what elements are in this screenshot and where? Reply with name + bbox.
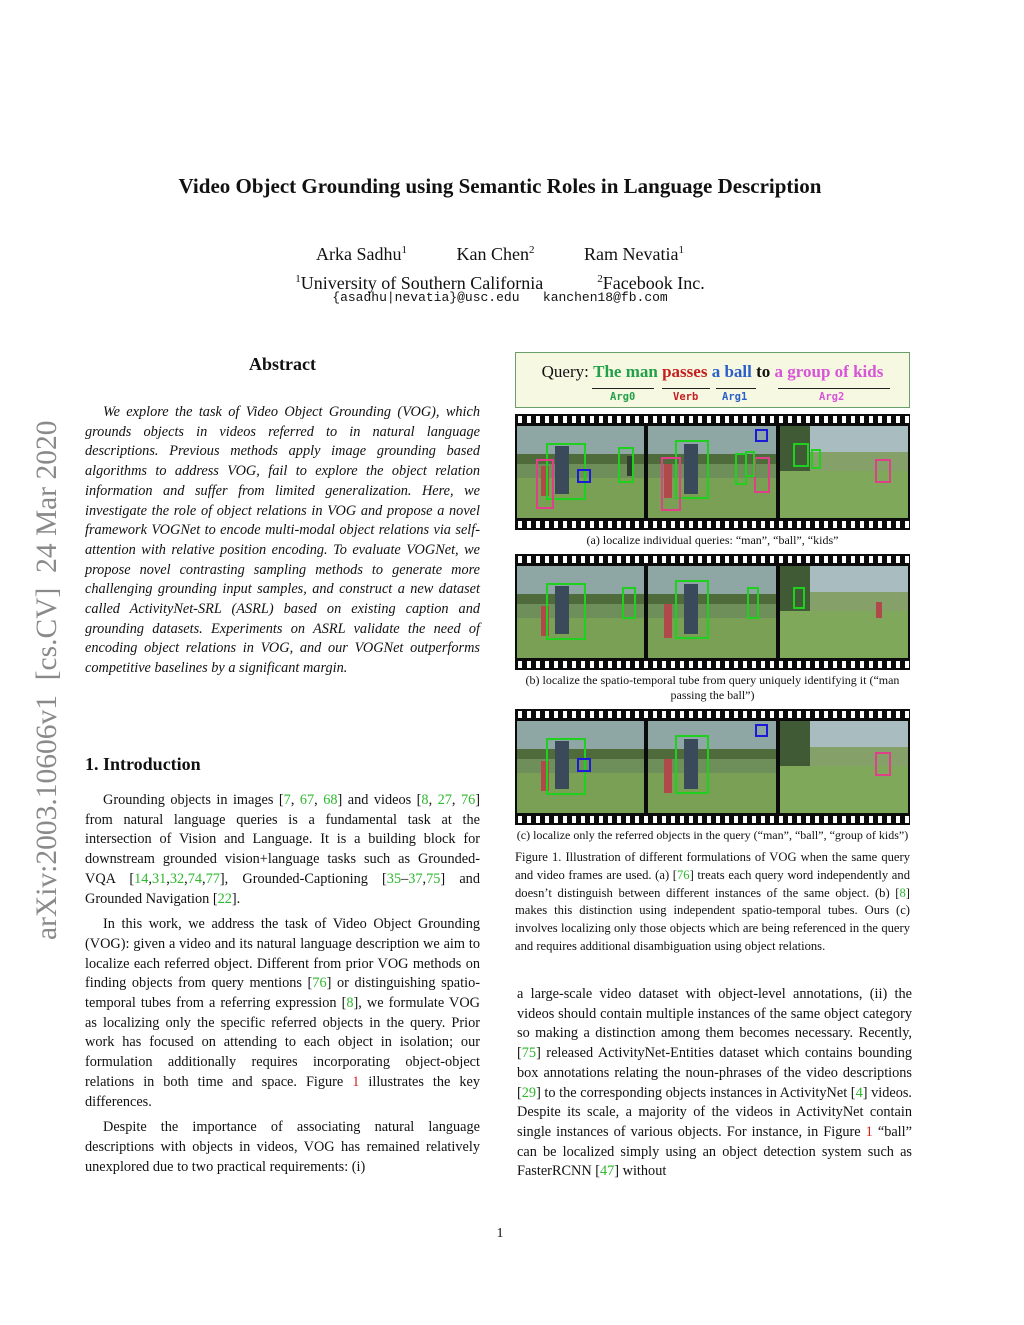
text-run: ] and Grounded Navigation [ xyxy=(85,870,480,907)
paragraph xyxy=(517,985,912,1182)
frame-image xyxy=(780,566,908,658)
arg2-label: Arg2 xyxy=(819,391,845,403)
film-perforations xyxy=(515,416,910,423)
verb-underline xyxy=(662,388,710,389)
text-run: ] from natural language queries is a fundamental task at the intersection of Vision and Language. It is a building block for downstream grounded vision+language tasks such as Grounded-VQA [ xyxy=(85,792,481,887)
author-affiliation-mark: 1 xyxy=(678,244,684,256)
citation-link[interactable]: 7 xyxy=(283,792,291,808)
video-frame xyxy=(517,566,644,658)
author-affiliation-mark: 1 xyxy=(401,244,408,256)
arg1-underline xyxy=(716,388,756,389)
frame-image xyxy=(780,721,908,813)
text-run: ] or distinguishing spatio-temporal tubes from a referring expression [ xyxy=(85,975,480,1012)
citation-link[interactable]: 35 xyxy=(386,870,402,887)
section-heading: 1. Introduction xyxy=(85,754,201,774)
frame-image xyxy=(648,566,776,658)
arg1-label: Arg1 xyxy=(722,391,748,403)
author-name: Kan Chen xyxy=(456,244,529,264)
citation-link[interactable]: 37 xyxy=(408,870,423,887)
text-run: Despite the importance of associating natural language descriptions with objects in videos, VOG has remained relatively unexplored due to two practical requirements: (i) xyxy=(85,1119,480,1175)
film-perforations xyxy=(515,521,910,528)
query-arg1: a ball xyxy=(711,362,752,381)
arg0-label: Arg0 xyxy=(610,391,636,403)
frame-image xyxy=(648,426,776,518)
video-frame xyxy=(648,721,776,813)
text-run: , xyxy=(422,870,427,887)
text-run: In this work, we address the task of Video Object Grounding (VOG): given a video and its natural language description we aim to localize each referred object. Different from prior VOG methods on finding objects from query mentions [ xyxy=(85,916,480,992)
citation-link[interactable]: 4 xyxy=(855,1084,863,1101)
film-perforations xyxy=(515,661,910,668)
text-run: , xyxy=(451,792,461,808)
text-run: ] without xyxy=(614,1163,667,1180)
text-run: , xyxy=(166,870,170,887)
abstract-text: We explore the task of Video Object Grounding (VOG), which grounds objects in videos referred to in natural language descriptions. Previous methods apply image grounding based algorithms to address VOG, fail to explore the object relation information and suffer from limited generalization. Here, we investigate the role of object relations in VOG and propose a novel framework VOGNet to encode multi-modal object relations via self-attention with relative position encoding. To evaluate VOGNet, we propose novel contrasting sampling methods to generate more challenging grounding input samples, and construct a new dataset called ActivityNet-SRL (ASRL) based on existing caption and grounding datasets. Experiments on ASRL validate the need of encoding object relations in VOG, and our VOGNet outperforms competitive baselines by a significant margin. xyxy=(85,404,480,677)
paragraph xyxy=(85,1118,480,1177)
text-run: , xyxy=(202,870,206,887)
film-strip-a xyxy=(515,414,910,530)
arg2-underline xyxy=(778,388,890,389)
text-run: , xyxy=(184,870,188,887)
frame-image xyxy=(780,426,908,518)
verb-label: Verb xyxy=(673,391,699,403)
video-frame xyxy=(517,426,644,518)
query-arg2: a group of kids xyxy=(774,362,884,381)
citation-link[interactable]: 67 xyxy=(299,792,315,808)
text-run: – xyxy=(401,870,409,887)
video-frame xyxy=(780,426,908,518)
query-box xyxy=(515,352,910,408)
text-run: Grounding objects in images [ xyxy=(103,792,284,808)
video-frame xyxy=(648,566,776,658)
text-run: , xyxy=(428,792,438,808)
author-name: Ram Nevatia xyxy=(584,244,679,264)
citation-link[interactable]: 77 xyxy=(205,870,220,887)
text-run: “ball” can be localized simply using an object detection system such as FasterRCNN [ xyxy=(517,1123,912,1180)
citation-link[interactable]: 14 xyxy=(134,870,149,887)
film-perforations xyxy=(515,556,910,563)
frame-image xyxy=(517,566,644,658)
text-run: ]. xyxy=(231,890,241,907)
paper-title: Video Object Grounding using Semantic Roles in Language Description xyxy=(178,174,822,198)
film-strip-c xyxy=(515,709,910,825)
arxiv-id: arXiv:2003.10606v1 [cs.CV] 24 Mar 2020 xyxy=(31,420,63,940)
citation-link[interactable]: 76 xyxy=(677,867,690,882)
citation-link[interactable]: 74 xyxy=(187,870,203,887)
text-run: , xyxy=(148,870,152,887)
text-run: ] released ActivityNet-Entities dataset which contains bounding box annotations relating the noun-phrases of the video descriptions [ xyxy=(517,1045,912,1101)
text-run: a large-scale video dataset with object-level annotations, (ii) the videos should contain multiple instances of the same object category so making a distinction among them becomes necessary. Recently, [ xyxy=(517,986,912,1062)
frame-image xyxy=(648,721,776,813)
author-emails: {asadhu|nevatia}@usc.edu kanchen18@fb.com xyxy=(332,290,668,305)
text-run: ] videos. Despite its scale, a majority of the videos in ActivityNet contain single instances of various objects. For instance, in Figure xyxy=(517,1084,912,1140)
text-run: ] treats each query word independently and doesn’t distinguish between different instances of the same object. (b) [ xyxy=(515,867,910,900)
arg0-underline xyxy=(592,388,654,389)
citation-link[interactable]: 31 xyxy=(151,870,167,887)
video-frame xyxy=(648,426,776,518)
text-run: ] makes this distinction using independent spatio-temporal tubes. Ours (c) involves localizing only those objects which are being referenced in the query and requires additional disambiguation using object relations. xyxy=(515,885,910,953)
affiliation-name: Facebook Inc. xyxy=(602,273,705,293)
subcaption-c: (c) localize only the referred objects in the query (“man”, “ball”, “group of kids”) xyxy=(516,828,909,842)
citation-link[interactable]: 8 xyxy=(421,792,429,808)
affiliation-number: 1 xyxy=(295,273,301,285)
right-column-body xyxy=(517,985,912,1188)
text-run: ], Grounded-Captioning [ xyxy=(219,870,387,887)
affiliation-number: 2 xyxy=(597,273,603,285)
video-frame xyxy=(780,721,908,813)
citation-link[interactable]: 76 xyxy=(460,792,476,808)
query-line xyxy=(516,362,909,382)
citation-link[interactable]: 27 xyxy=(437,792,452,808)
frame-image xyxy=(517,721,644,813)
figure-ref-link[interactable]: 1 xyxy=(352,1073,360,1090)
text-run: ], we formulate VOG as localizing only the specific referred objects in the query. Prior work has focused on attending to each object in isolation; our formulation additionally requires incorporating object-object relations in both time and space. Figure xyxy=(85,995,480,1090)
citation-link[interactable]: 32 xyxy=(169,870,185,887)
citation-link[interactable]: 68 xyxy=(323,792,338,808)
frame-image xyxy=(517,426,644,518)
arxiv-watermark-svg xyxy=(22,345,68,945)
film-perforations xyxy=(515,816,910,823)
author-affiliation-mark: 2 xyxy=(529,244,535,256)
author-name: Arka Sadhu xyxy=(316,244,402,264)
citation-link[interactable]: 75 xyxy=(426,870,441,887)
text-run: Figure 1. Illustration of different formulations of VOG when the same query and video frames are used. (a) [ xyxy=(515,850,910,882)
video-frame xyxy=(517,721,644,813)
citation-link[interactable]: 22 xyxy=(217,890,232,907)
text-run: ] and videos [ xyxy=(337,792,422,808)
film-strip-b xyxy=(515,554,910,670)
query-arg0: The man xyxy=(593,362,658,381)
query-to: to xyxy=(756,362,771,381)
figure-1 xyxy=(515,352,915,956)
query-label: Query: xyxy=(541,362,589,381)
citation-link[interactable]: 75 xyxy=(521,1045,537,1062)
text-run: , xyxy=(290,792,300,808)
left-column-body xyxy=(85,791,480,1183)
paragraph xyxy=(85,915,480,1112)
arxiv-watermark xyxy=(22,345,68,945)
query-verb: passes xyxy=(662,362,708,381)
citation-link[interactable]: 29 xyxy=(521,1084,537,1101)
citation-link[interactable]: 47 xyxy=(600,1163,615,1180)
paragraph xyxy=(85,791,480,909)
figure-ref-link[interactable]: 1 xyxy=(865,1123,873,1140)
video-frame xyxy=(780,566,908,658)
abstract-heading: Abstract xyxy=(249,354,316,374)
citation-link[interactable]: 8 xyxy=(346,995,354,1012)
text-run: , xyxy=(314,792,324,808)
page-number: 1 xyxy=(496,1226,504,1241)
text-run: illustrates the key differences. xyxy=(85,1073,481,1110)
author-names xyxy=(0,238,1000,267)
subcaption-b: (b) localize the spatio-temporal tube from query uniquely identifying it (“man passing the ball”) xyxy=(525,673,900,702)
subcaption-a: (a) localize individual queries: “man”, “ball”, “kids” xyxy=(586,533,839,547)
film-perforations xyxy=(515,711,910,718)
affiliation-name: University of Southern California xyxy=(300,273,544,293)
author-block xyxy=(0,238,1000,296)
figure-caption xyxy=(515,849,910,956)
citation-link[interactable]: 76 xyxy=(312,975,327,992)
text-run: ] to the corresponding objects instances in ActivityNet [ xyxy=(536,1084,856,1101)
citation-link[interactable]: 8 xyxy=(899,885,906,900)
